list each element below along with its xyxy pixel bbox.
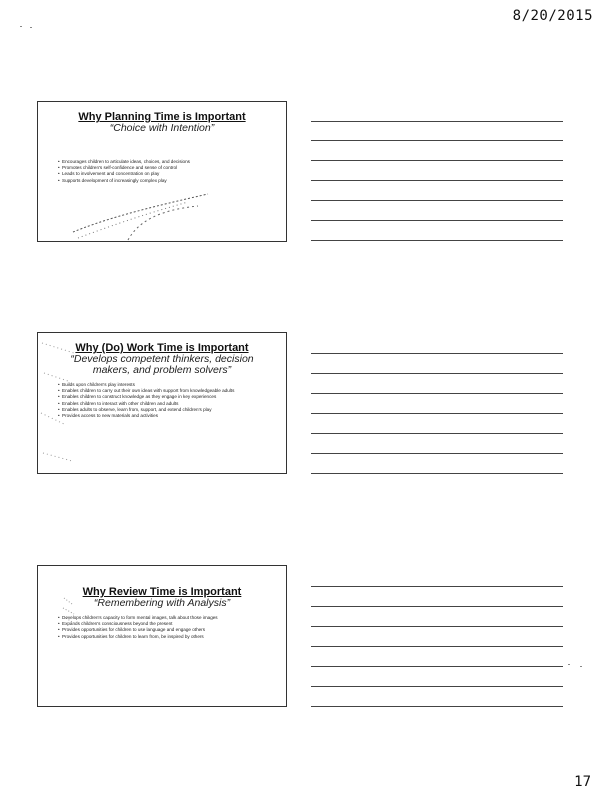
scan-speck	[30, 27, 32, 28]
slide-bullet: • Expands children's consciousness beyond the present	[62, 621, 280, 627]
slide-bullet: • Provides opportunities for children to use language and engage others	[62, 627, 280, 633]
slide-thumbnail-planning	[37, 101, 287, 242]
note-line	[311, 393, 563, 394]
note-line	[311, 353, 563, 354]
slide-bullet: • Enables adults to observe, learn from, support, and extend children's play	[62, 407, 280, 413]
note-line	[311, 606, 563, 607]
slide-thumbnail-work-time	[37, 332, 287, 474]
note-line	[311, 160, 563, 161]
slide-bullet: • Promotes children's self-confidence and sense of control	[62, 165, 280, 171]
slide-title: Why (Do) Work Time is Important	[75, 342, 249, 354]
note-line	[311, 180, 563, 181]
scan-speck	[20, 26, 22, 27]
scan-speck	[580, 666, 582, 667]
note-line	[311, 433, 563, 434]
note-line	[311, 626, 563, 627]
note-line	[311, 373, 563, 374]
slide-title: Why Review Time is Important	[82, 586, 242, 598]
slide-bullet: • Supports development of increasingly complex play	[62, 178, 280, 184]
slide-subtitle: “Remembering with Analysis”	[93, 597, 231, 609]
note-line	[311, 686, 563, 687]
note-line	[311, 586, 563, 587]
slide-bullet: • Provides opportunities for children to learn from, be inspired by others	[62, 634, 280, 640]
slide-bullet: • Builds upon children's play interests	[62, 382, 280, 388]
slide-thumbnail-review-time	[37, 565, 287, 707]
slide-bullet-list	[38, 382, 286, 419]
slide-bullet: • Leads to involvement and concentration on play	[62, 171, 280, 177]
slide-bullet: • Enables children to interact with other children and adults	[62, 401, 280, 407]
page-number: 17	[574, 774, 591, 790]
slide-subtitle: “Develops competent thinkers, decision makers, and problem solvers”	[70, 353, 254, 376]
note-line	[311, 121, 563, 122]
slide-bullet: • Develops children's capacity to form mental images, talk about those images	[62, 615, 280, 621]
slide-bullet-list	[38, 615, 286, 640]
note-line	[311, 473, 563, 474]
note-line	[311, 646, 563, 647]
slide-bullet: • Encourages children to articulate ideas, choices, and decisions	[62, 159, 280, 165]
slide-bullet: • Enables children to construct knowledge as they engage in key experiences	[62, 394, 280, 400]
slide-subtitle: “Choice with Intention”	[109, 122, 215, 134]
note-line	[311, 140, 563, 141]
note-line	[311, 706, 563, 707]
slide-bullet-list	[38, 159, 286, 184]
scan-speck	[568, 664, 570, 665]
slide-title: Why Planning Time is Important	[78, 111, 246, 123]
note-line	[311, 220, 563, 221]
note-line	[311, 413, 563, 414]
note-line	[311, 240, 563, 241]
note-line	[311, 200, 563, 201]
slide-bullet: • Provides access to new materials and activities	[62, 413, 280, 419]
page-date: 8/20/2015	[512, 8, 593, 24]
note-line	[311, 666, 563, 667]
note-line	[311, 453, 563, 454]
slide-bullet: • Enables children to carry out their own ideas with support from knowledgeable adults	[62, 388, 280, 394]
